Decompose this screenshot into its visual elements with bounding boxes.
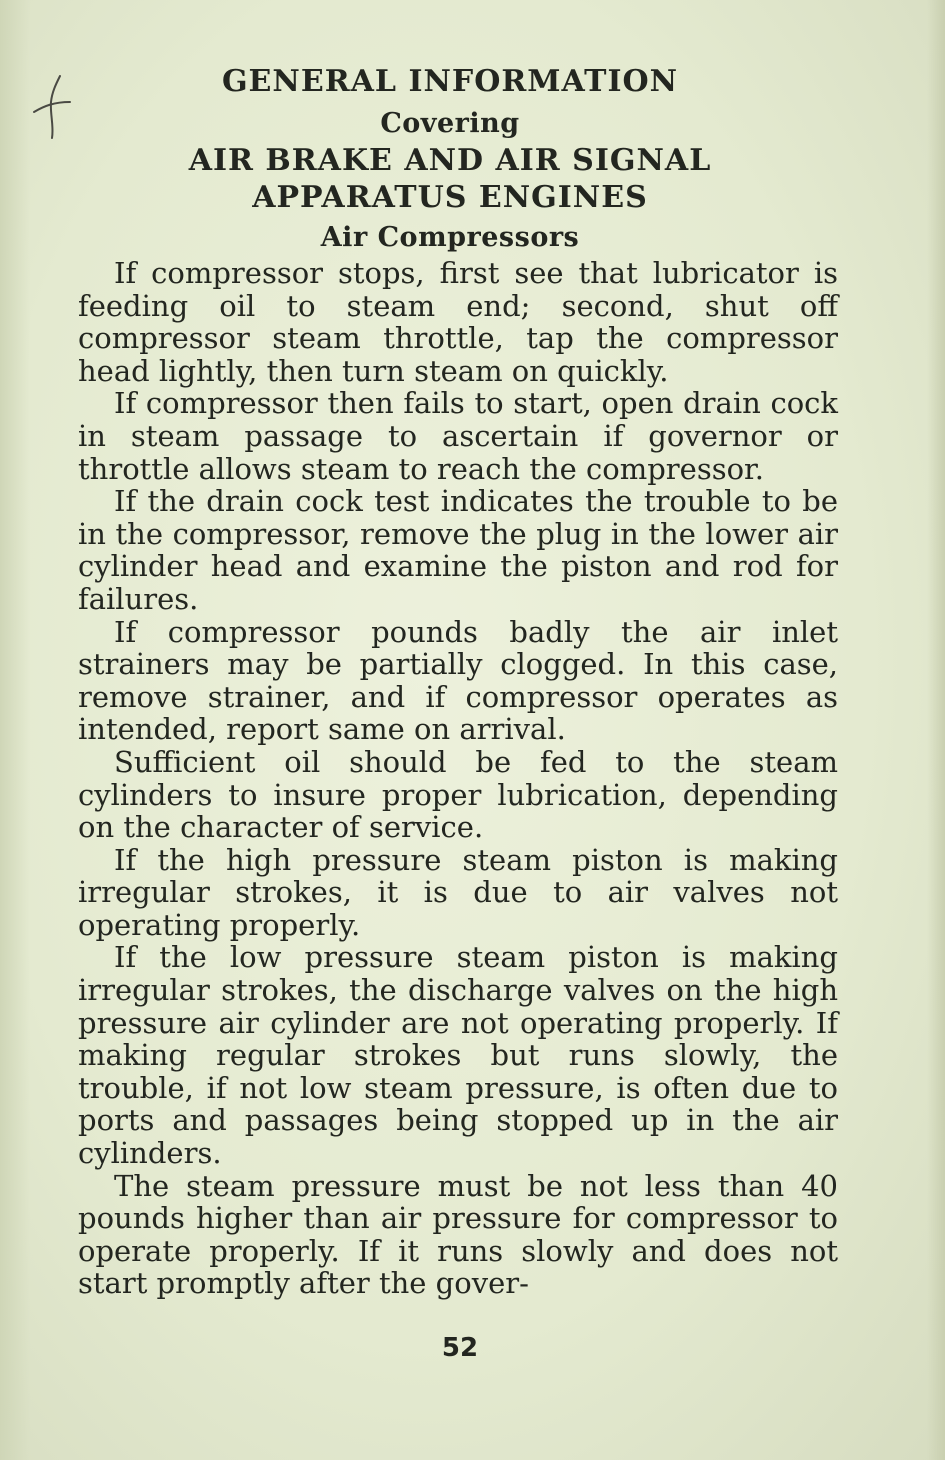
paragraph: If compressor then fails to start, open drain cock in steam passage to ascertain if governor or throttle allows steam to reach the compressor. xyxy=(78,386,838,486)
page-edge-shadow-left xyxy=(0,0,30,1460)
page-edge-shadow-right xyxy=(927,0,945,1460)
body-text xyxy=(78,257,838,1300)
paragraph: If compressor stops, first see that lubricator is feeding oil to steam end; second, shut off compressor steam throttle, tap the compressor head lightly, then turn steam on quickly. xyxy=(78,256,838,388)
heading-line-1: AIR BRAKE AND AIR SIGNAL xyxy=(188,143,712,178)
paragraph: If the low pressure steam piston is making irregular strokes, the discharge valves on the high pressure air cylinder are not operating properly. If making regular strokes but runs slowly, the trouble, if not low steam pressure, is often due to ports and passages being stopped up in the air cylinders. xyxy=(78,940,838,1171)
paragraph: If the drain cock test indicates the trouble to be in the compressor, remove the plug in the lower air cylinder head and examine the piston and rod for failures. xyxy=(78,484,838,616)
page-title: GENERAL INFORMATION xyxy=(221,64,679,99)
paragraph: Sufficient oil should be fed to the steam cylinders to insure proper lubrication, depending on the character of service. xyxy=(78,744,838,845)
paragraph: If compressor pounds badly the air inlet strainers may be partially clogged. In this case, remove strainer, and if compressor operates as intended, report same on arrival. xyxy=(78,614,838,747)
heading-line-2: APPARATUS ENGINES xyxy=(252,180,648,215)
page-number: 52 xyxy=(441,1333,479,1363)
paragraph: The steam pressure must be not less than 40 pounds higher than air pressure for compressor to operate properly. If it runs slowly and does not start promptly after the gover- xyxy=(78,1168,838,1301)
section-heading: Air Compressors xyxy=(320,222,580,253)
paragraph: If the high pressure steam piston is making irregular strokes, it is due to air valves not operating properly. xyxy=(78,842,838,942)
page-subtitle: Covering xyxy=(380,108,520,139)
